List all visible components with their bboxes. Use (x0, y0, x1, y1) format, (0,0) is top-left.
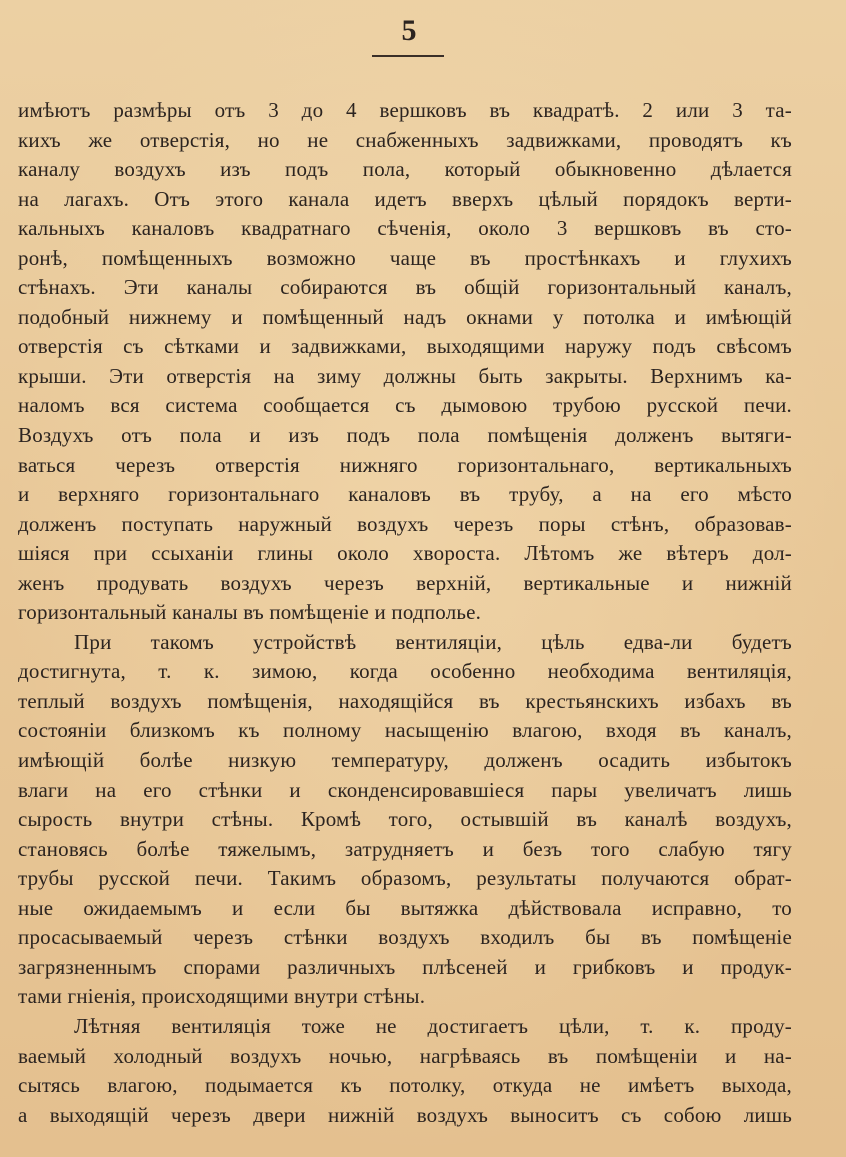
text-line: теплый воздухъ помѣщенія, находящійся въ крестьянскихъ избахъ въ (18, 688, 792, 713)
text-line: каналу воздухъ изъ подъ пола, который обыкновенно дѣлается (18, 157, 792, 182)
text-line: крыши. Эти отверстія на зиму должны быть закрыты. Верхнимъ ка- (18, 363, 792, 388)
text-line: а выходящій черезъ двери нижній воздухъ выноситъ съ собою лишь (18, 1102, 792, 1127)
paragraph-last-line: тами гніенія, происходящими внутри стѣны. (18, 984, 426, 1009)
paragraph-first-line: Лѣтняя вентиляція тоже не достигаетъ цѣли, т. к. проду- (74, 1013, 792, 1038)
text-line: сырость внутри стѣны. Кромѣ того, остывшій въ каналѣ воздухъ, (18, 807, 792, 832)
text-line: наломъ вся система сообщается съ дымовою трубою русской печи. (18, 393, 792, 418)
text-line: женъ продувать воздухъ черезъ верхній, вертикальные и нижній (18, 570, 792, 595)
text-line: стѣнахъ. Эти каналы собираются въ общій горизонтальный каналъ, (18, 275, 792, 300)
text-line: становясь болѣе тяжелымъ, затрудняетъ и безъ того слабую тягу (18, 836, 792, 861)
text-line: влаги на его стѣнки и сконденсировавшіеся пары увеличатъ лишь (18, 777, 792, 802)
text-line: трубы русской печи. Такимъ образомъ, результаты получаются обрат- (18, 866, 792, 891)
text-line: состояніи близкомъ къ полному насыщенію влагою, входя въ каналъ, (18, 718, 792, 743)
text-line: на лагахъ. Отъ этого канала идетъ вверхъ цѣлый порядокъ верти- (18, 186, 792, 211)
text-line: сытясь влагою, подымается къ потолку, откуда не имѣетъ выхода, (18, 1073, 792, 1098)
body-text (18, 96, 792, 1130)
text-line: ваться черезъ отверстія нижняго горизонтальнаго, вертикальныхъ (18, 452, 792, 477)
text-line: отверстія съ сѣтками и задвижками, выходящими наружу подъ свѣсомъ (18, 334, 792, 359)
text-line: кихъ же отверстія, но не снабженныхъ задвижками, проводятъ къ (18, 127, 792, 152)
text-line: загрязненнымъ спорами различныхъ плѣсеней и грибковъ и продук- (18, 954, 792, 979)
text-line: ваемый холодный воздухъ ночью, нагрѣваясь въ помѣщеніи и на- (18, 1043, 792, 1068)
page-number: 5 (401, 14, 417, 47)
text-line: кальныхъ каналовъ квадратнаго сѣченія, около 3 вершковъ въ сто- (18, 216, 792, 241)
paragraph-first-line: При такомъ устройствѣ вентиляціи, цѣль едва-ли будетъ (74, 629, 792, 654)
text-line: просасываемый черезъ стѣнки воздухъ входилъ бы въ помѣщеніе (18, 925, 792, 950)
paragraph-last-line: горизонтальный каналы въ помѣщеніе и подполье. (18, 600, 482, 625)
text-line: ронѣ, помѣщенныхъ возможно чаще въ простѣнкахъ и глухихъ (18, 245, 792, 270)
text-line: долженъ поступать наружный воздухъ черезъ поры стѣнъ, образовав- (18, 511, 792, 536)
text-line: подобный нижнему и помѣщенный надъ окнами у потолка и имѣющій (18, 304, 792, 329)
text-line: ные ожидаемымъ и если бы вытяжка дѣйствовала исправно, то (18, 895, 792, 920)
text-line: Воздухъ отъ пола и изъ подъ пола помѣщенія долженъ вытяги- (18, 423, 792, 448)
text-line: и верхняго горизонтальнаго каналовъ въ трубу, а на его мѣсто (18, 482, 792, 507)
text-line: достигнута, т. к. зимою, когда особенно необходима вентиляція, (18, 659, 792, 684)
text-line: имѣютъ размѣры отъ 3 до 4 вершковъ въ квадратѣ. 2 или 3 та- (18, 98, 792, 122)
text-line: шіяся при ссыханіи глины около хвороста. Лѣтомъ же вѣтеръ дол- (18, 541, 792, 566)
text-line: имѣющій болѣе низкую температуру, долженъ осадить избытокъ (18, 748, 792, 773)
page-number-underline (372, 55, 444, 57)
